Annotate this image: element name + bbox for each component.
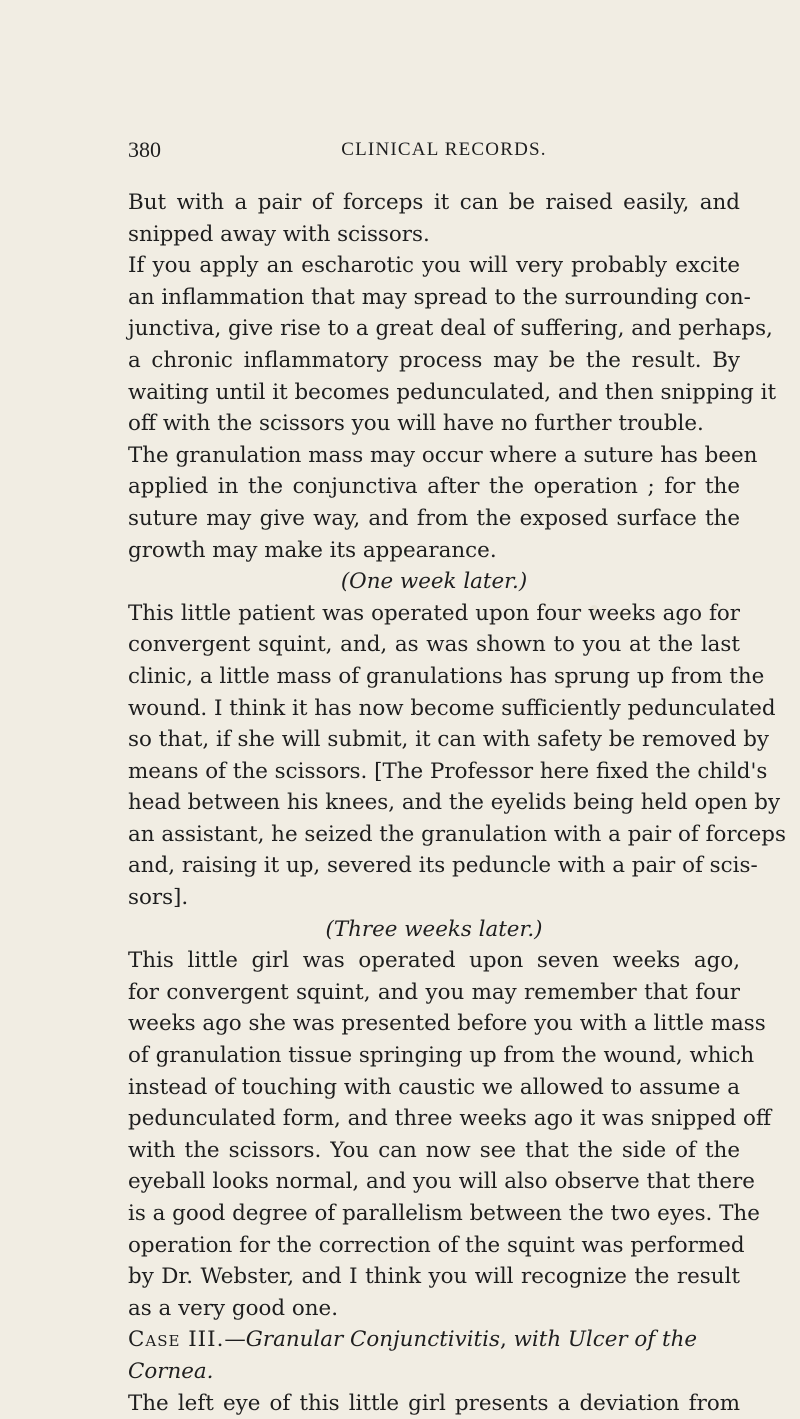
text-line: eyeball looks normal, and you will also observe that there	[128, 1169, 755, 1195]
text-line: suture may give way, and from the exposed surface the	[128, 505, 740, 531]
text-line: an inflammation that may spread to the surrounding con-	[128, 284, 751, 310]
body-text	[128, 187, 786, 1419]
page-number: 380	[128, 137, 161, 162]
case-heading	[128, 1324, 740, 1356]
text-line: applied in the conjunctiva after the operation ; for the	[128, 474, 740, 500]
text-line: growth may make its appearance.	[128, 537, 497, 563]
text-line: by Dr. Webster, and I think you will recognize the result	[128, 1264, 740, 1290]
text-line: pedunculated form, and three weeks ago it was snipped off	[128, 1106, 772, 1132]
page-header	[128, 137, 740, 171]
text-line: operation for the correction of the squint was performed	[128, 1232, 745, 1258]
case-label: Case III.	[128, 1327, 225, 1353]
text-line: The left eye of this little girl presents a deviation from	[128, 1390, 740, 1416]
text-line: off with the scissors you will have no further trouble.	[128, 411, 704, 437]
text-line: weeks ago she was presented before you with a little mass	[128, 1011, 766, 1037]
text-line: a chronic inflammatory process may be the result. By	[128, 347, 740, 373]
text-line: so that, if she will submit, it can with safety be removed by	[128, 727, 770, 753]
section-note: (One week later.)	[340, 569, 528, 595]
text-line: convergent squint, and, as was shown to you at the last	[128, 632, 740, 658]
text-line: as a very good one.	[128, 1295, 338, 1321]
text-line: snipped away with scissors.	[128, 221, 430, 247]
case-separator: ,	[499, 1327, 514, 1353]
running-head: CLINICAL RECORDS.	[341, 139, 547, 160]
case-title-end: Cornea.	[128, 1358, 214, 1384]
text-line: junctiva, give rise to a great deal of suffering, and perhaps,	[128, 316, 773, 342]
text-line: But with a pair of forceps it can be raised easily, and	[128, 190, 740, 215]
text-line: with the scissors. You can now see that the side of the	[128, 1137, 740, 1163]
case-dash: —	[224, 1327, 246, 1353]
text-line: sors].	[128, 885, 189, 911]
case-title-continued: with Ulcer of the	[513, 1327, 698, 1353]
section-note: (Three weeks later.)	[325, 916, 543, 942]
text-line: means of the scissors. [The Professor here fixed the child's	[128, 758, 768, 784]
text-line: head between his knees, and the eyelids being held open by	[128, 790, 781, 816]
text-line: The granulation mass may occur where a suture has been	[128, 442, 758, 468]
text-line: If you apply an escharotic you will very probably excite	[128, 253, 740, 279]
text-line: and, raising it up, severed its peduncle with a pair of scis-	[128, 853, 758, 879]
case-title: Granular Conjunctivitis	[245, 1327, 500, 1353]
text-line: This little girl was operated upon seven weeks ago,	[128, 948, 740, 974]
text-line: This little patient was operated upon four weeks ago for	[128, 600, 740, 626]
text-line: wound. I think it has now become sufficiently pedunculated	[128, 695, 776, 721]
text-line: an assistant, he seized the granulation with a pair of forceps	[128, 821, 786, 847]
text-line: waiting until it becomes pedunculated, and then snipping it	[128, 379, 777, 405]
text-line: of granulation tissue springing up from the wound, which	[128, 1043, 755, 1069]
text-line: clinic, a little mass of granulations has sprung up from the	[128, 663, 765, 689]
text-line: is a good degree of parallelism between the two eyes. The	[128, 1201, 760, 1226]
text-line: instead of touching with caustic we allowed to assume a	[128, 1074, 740, 1100]
text-line: for convergent squint, and you may remember that four	[128, 979, 740, 1005]
